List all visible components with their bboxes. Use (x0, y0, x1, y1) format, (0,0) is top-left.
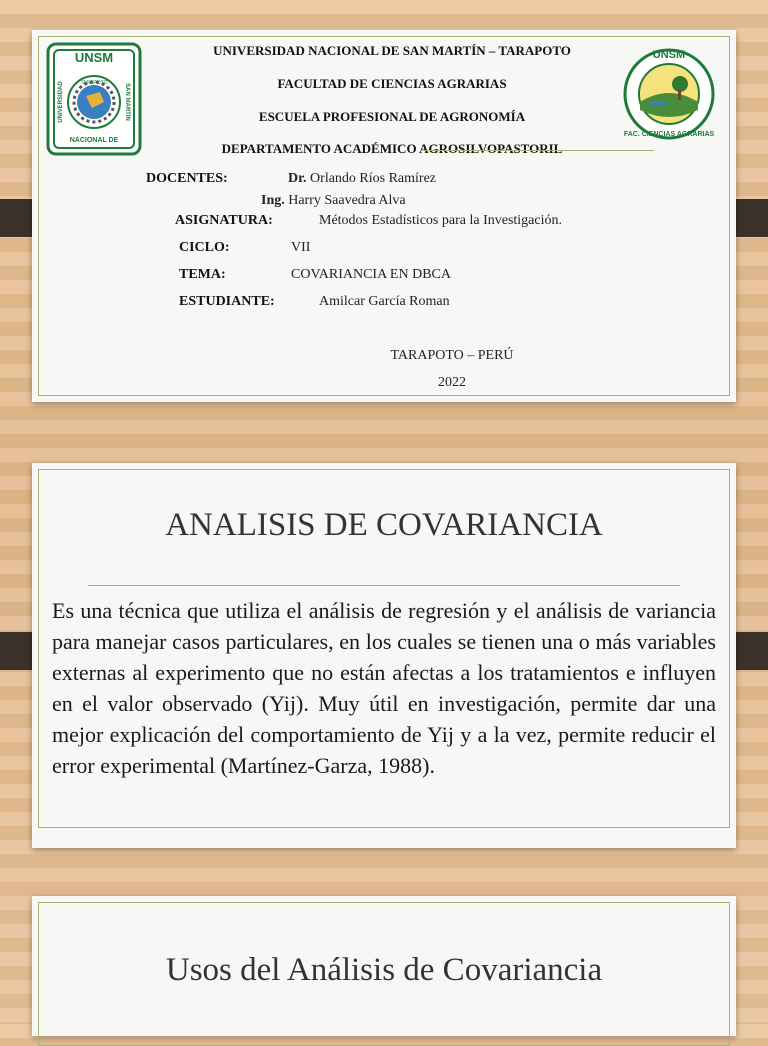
uses-slide (32, 896, 736, 1036)
docente-2-name: Harry Saavedra Alva (288, 193, 406, 208)
header-rule (424, 150, 654, 151)
logo-left-ring-left: UNIVERSIDAD (58, 81, 64, 123)
tema-label: TEMA: (179, 267, 226, 282)
slide-title: ANALISIS DE COVARIANCIA (165, 507, 603, 543)
estudiante-value: Amilcar García Roman (319, 294, 450, 309)
docente-2-title: Ing. (261, 193, 285, 208)
docente-1-name: Orlando Ríos Ramírez (310, 171, 437, 186)
tema-value: COVARIANCIA EN DBCA (291, 267, 451, 282)
school-name: ESCUELA PROFESIONAL DE AGRONOMÍA (258, 109, 526, 124)
definition-slide (32, 463, 736, 848)
department-name: DEPARTAMENTO ACADÉMICO AGROSILVOPASTORIL (221, 141, 563, 156)
university-name: UNIVERSIDAD NACIONAL DE SAN MARTÍN – TARAPOTO (213, 43, 571, 58)
unsm-logo-left (46, 42, 142, 156)
logo-right-ring: FAC. CIENCIAS AGRARIAS (623, 131, 715, 138)
place: TARAPOTO – PERÚ (390, 348, 514, 363)
fca-logo-right (618, 44, 720, 140)
docentes-label: DOCENTES: (146, 171, 228, 186)
ciclo-label: CICLO: (179, 240, 230, 255)
title-slide (32, 30, 736, 402)
asignatura-value: Métodos Estadísticos para la Investigación. (319, 213, 562, 228)
estudiante-label: ESTUDIANTE: (179, 294, 275, 309)
docente-2 (261, 193, 406, 209)
logo-right-top-text: UNSM (652, 49, 686, 61)
faculty-name: FACULTAD DE CIENCIAS AGRARIAS (277, 76, 507, 91)
slide-title: Usos del Análisis de Covariancia (165, 952, 603, 988)
title-rule (88, 585, 680, 586)
ciclo-value: VII (291, 240, 311, 255)
logo-left-ring-bottom: NACIONAL DE (69, 137, 119, 144)
logo-left-top-text: UNSM (74, 50, 114, 65)
docente-1-title: Dr. (288, 171, 307, 186)
year: 2022 (438, 375, 466, 390)
logo-left-ring-right: SAN MARTIN (124, 83, 130, 121)
docente-1 (288, 171, 436, 187)
slide-body-text: Es una técnica que utiliza el análisis de regresión y el análisis de variancia para manejar casos particulares, en los cuales se tienen una o más variables externas al experimento que no están afectas a los tratamientos e influyen en el valor observado (Yij). Muy útil en investigación, permite dar una mejor explicación del comportamiento de Yij y a la vez, permite reducir el error experimental (Martínez-Garza, 1988). (52, 598, 716, 778)
asignatura-label: ASIGNATURA: (175, 213, 273, 228)
logo-left-inner: TARAPOTO (80, 80, 108, 86)
